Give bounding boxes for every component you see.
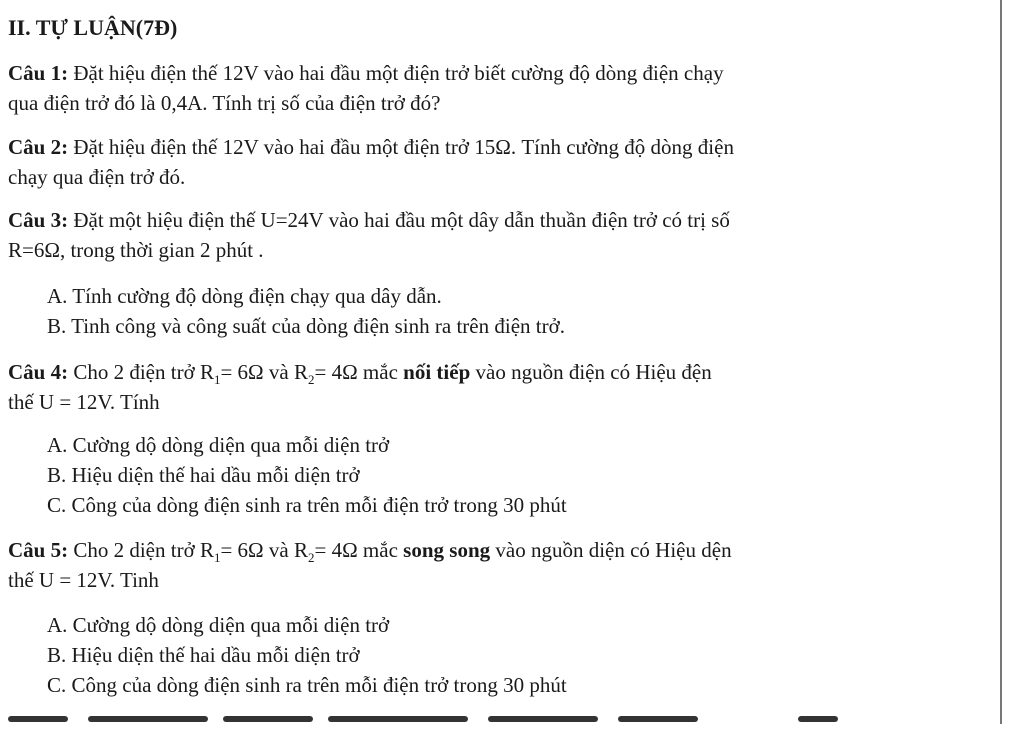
question-3-option-a: A. Tính cường độ dòng điện chạy qua dây dẫn.: [47, 284, 442, 308]
question-2-line-1: [8, 132, 943, 162]
question-4: [8, 357, 943, 417]
cut-off-fragment: [88, 716, 208, 722]
question-1: [8, 58, 943, 118]
question-5-sub-1: 1: [213, 550, 221, 566]
question-4-line-2: thế U = 12V. Tính: [8, 390, 160, 414]
question-5-text-pre: Cho 2 diện trở R: [68, 538, 214, 562]
question-5-option-a: A. Cường dộ dòng diện qua mỗi diện trở: [47, 613, 390, 637]
question-5-text-post: vào nguồn diện có Hiệu dện: [490, 538, 732, 562]
question-4-emphasis: nối tiếp: [403, 360, 471, 384]
question-5-text-mid-2: = 4Ω mắc: [314, 538, 404, 562]
question-4-sub-2: 2: [307, 372, 315, 388]
question-3-options: [47, 281, 947, 341]
question-2-label: Câu 2:: [8, 135, 69, 159]
question-4-sub-1: 1: [213, 372, 221, 388]
question-4-option-a: A. Cường dộ dòng diện qua mỗi diện trở: [47, 433, 390, 457]
question-3: [8, 205, 943, 265]
question-2-text: Đặt hiệu điện thế 12V vào hai đầu một điện trở 15Ω. Tính cường độ dòng điện: [68, 135, 734, 159]
question-4-label: Câu 4:: [8, 360, 69, 384]
question-5-label: Câu 5:: [8, 538, 69, 562]
cut-off-line: [8, 712, 938, 732]
section-heading: II. TỰ LUẬN(7Đ): [8, 15, 178, 40]
question-5-option-b: B. Hiệu diện thế hai dầu mỗi diện trở: [47, 643, 360, 667]
cut-off-fragment: [488, 716, 598, 722]
question-5-line-1: [8, 535, 943, 565]
question-3-text: Đặt một hiệu điện thế U=24V vào hai đầu một dây dẫn thuần điện trở có trị số: [68, 208, 730, 232]
question-3-option-b: B. Tinh công và công suất của dòng điện sinh ra trên điện trở.: [47, 314, 565, 338]
question-1-text: Đặt hiệu điện thế 12V vào hai đầu một điện trở biết cường độ dòng điện chạy: [68, 61, 724, 85]
cut-off-fragment: [618, 716, 698, 722]
question-2: [8, 132, 943, 192]
question-4-text-mid-2: = 4Ω mắc: [314, 360, 404, 384]
question-3-line-2: R=6Ω, trong thời gian 2 phút .: [8, 238, 264, 262]
question-1-line-1: [8, 58, 943, 88]
question-3-label: Câu 3:: [8, 208, 69, 232]
question-5-line-2: thế U = 12V. Tinh: [8, 568, 159, 592]
question-1-label: Câu 1:: [8, 61, 69, 85]
question-5-text-mid-1: = 6Ω và R: [220, 538, 308, 562]
cut-off-fragment: [8, 716, 68, 722]
cut-off-fragment: [328, 716, 468, 722]
question-5-sub-2: 2: [307, 550, 315, 566]
question-4-option-b: B. Hiệu diện thế hai dầu mỗi diện trở: [47, 463, 360, 487]
question-5: [8, 535, 943, 595]
question-5-options: [47, 610, 947, 700]
page-right-edge: [1000, 0, 1024, 724]
question-1-line-2: qua điện trở đó là 0,4A. Tính trị số của điện trở đó?: [8, 91, 441, 115]
question-5-emphasis: song song: [403, 538, 491, 562]
question-4-options: [47, 430, 947, 520]
question-3-line-1: [8, 205, 943, 235]
question-4-text-post: vào nguồn điện có Hiệu đện: [470, 360, 712, 384]
question-5-option-c: C. Công của dòng điện sinh ra trên mỗi điện trở trong 30 phút: [47, 673, 567, 697]
question-4-text-mid-1: = 6Ω và R: [220, 360, 308, 384]
cut-off-fragment: [223, 716, 313, 722]
question-2-line-2: chạy qua điện trở đó.: [8, 165, 186, 189]
question-4-option-c: C. Công của dòng điện sinh ra trên mỗi điện trở trong 30 phút: [47, 493, 567, 517]
question-4-line-1: [8, 357, 943, 387]
question-4-text-pre: Cho 2 điện trở R: [68, 360, 214, 384]
cut-off-fragment: [798, 716, 838, 722]
